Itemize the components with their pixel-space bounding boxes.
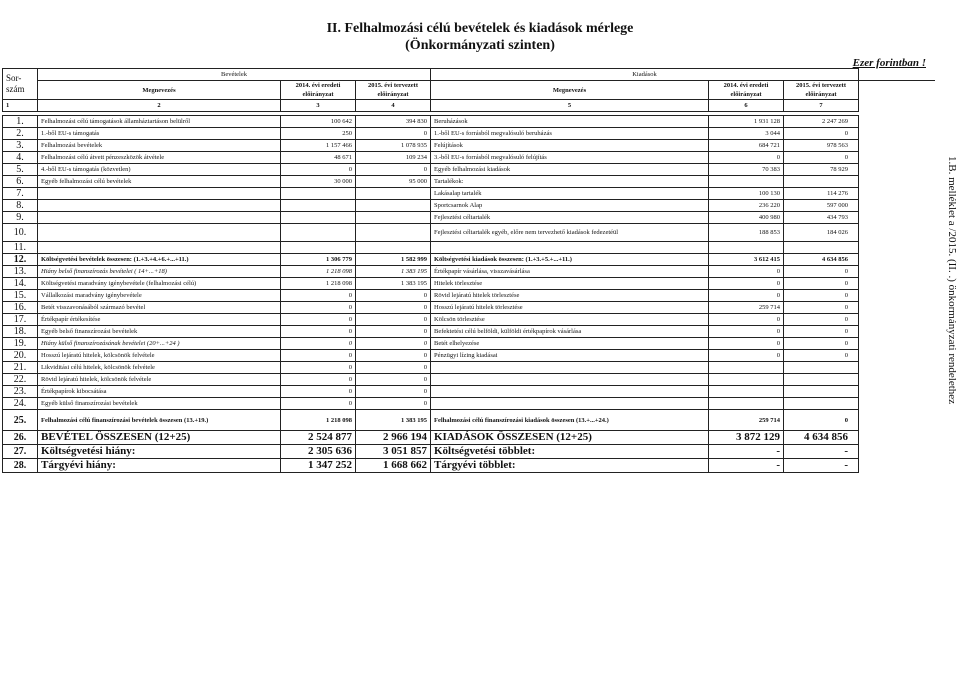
revenue-2014: [281, 188, 356, 200]
expense-2014: 70 383: [709, 164, 784, 176]
table-row: [3, 188, 935, 200]
revenue-name: Felhalmozási bevételek: [38, 140, 281, 152]
expense-2015: 0: [784, 326, 859, 338]
revenue-2015: 0: [356, 314, 431, 326]
col-num-3: 3: [281, 100, 356, 112]
revenue-2015: 2 966 194: [356, 431, 431, 445]
expense-2014: 3 612 415: [709, 254, 784, 266]
page-title: [270, 20, 690, 54]
expense-2015: 0: [784, 410, 859, 431]
revenue-2014: [281, 212, 356, 224]
revenue-2015: [356, 224, 431, 242]
revenue-name: Költségvetési hiány:: [38, 445, 281, 459]
revenue-2015: 109 234: [356, 152, 431, 164]
header-megnevezes-right: Megnevezés: [431, 81, 709, 100]
revenue-2015: 1 383 195: [356, 410, 431, 431]
row-number: 16.: [3, 302, 38, 314]
revenue-2014: 1 306 779: [281, 254, 356, 266]
row-number: 17.: [3, 314, 38, 326]
revenue-2014: 1 218 098: [281, 410, 356, 431]
revenue-2015: 1 383 195: [356, 278, 431, 290]
expense-2015: 184 026: [784, 224, 859, 242]
table-row: [3, 224, 935, 242]
row-number: 11.: [3, 242, 38, 254]
revenue-2015: 1 582 999: [356, 254, 431, 266]
revenue-name: Likviditási célú hitelek, kölcsönök felvétele: [38, 362, 281, 374]
expense-2014: 188 853: [709, 224, 784, 242]
expense-name: Kölcsön törlesztése: [431, 314, 709, 326]
header-2014-left: 2014. évi eredeti előirányzat: [281, 81, 356, 100]
header-2015-left: 2015. évi tervezett előirányzat: [356, 81, 431, 100]
header-2014-right: 2014. évi eredeti előirányzat: [709, 81, 784, 100]
title-line-1: II. Felhalmozási célú bevételek és kiadások mérlege: [326, 21, 634, 36]
col-num-1: 1: [3, 100, 38, 112]
revenue-2014: 0: [281, 290, 356, 302]
revenue-name: Hiány belső finanszírozás bevételei ( 14+...+18): [38, 266, 281, 278]
revenue-name: Betét visszavonásából származó bevétel: [38, 302, 281, 314]
revenue-2015: 394 830: [356, 116, 431, 128]
expense-name: 1.-ből EU-s forrásból megvalósuló beruházás: [431, 128, 709, 140]
expense-2015: -: [784, 445, 859, 459]
revenue-2014: 0: [281, 374, 356, 386]
revenue-name: [38, 212, 281, 224]
table-row: [3, 140, 935, 152]
revenue-2015: 0: [356, 290, 431, 302]
revenue-2014: [281, 224, 356, 242]
unit-label: Ezer forintban !: [852, 57, 926, 69]
expense-2015: 0: [784, 266, 859, 278]
expense-2014: [709, 176, 784, 188]
expense-name: Tartalékok:: [431, 176, 709, 188]
expense-2015: [784, 242, 859, 254]
revenue-2015: 0: [356, 386, 431, 398]
revenue-2015: 1 668 662: [356, 459, 431, 473]
table-row: [3, 386, 935, 398]
expense-name: [431, 386, 709, 398]
revenue-2014: 0: [281, 386, 356, 398]
revenue-name: Hosszú lejáratú hitelek, kölcsönök felvétele: [38, 350, 281, 362]
revenue-name: Egyéb felhalmozási célú bevételek: [38, 176, 281, 188]
expense-2015: [784, 398, 859, 410]
revenue-name: [38, 200, 281, 212]
expense-2014: 0: [709, 350, 784, 362]
expense-2015: 0: [784, 278, 859, 290]
table-row: [3, 362, 935, 374]
expense-2015: 0: [784, 128, 859, 140]
row-number: 24.: [3, 398, 38, 410]
revenue-2014: 0: [281, 326, 356, 338]
revenue-2014: 1 157 466: [281, 140, 356, 152]
col-num-2: 2: [38, 100, 281, 112]
revenue-name: Költségvetési bevételek összesen: (1.+3.+4.+6.+...+11.): [38, 254, 281, 266]
revenue-2015: 0: [356, 128, 431, 140]
expense-name: KIADÁSOK ÖSSZESEN (12+25): [431, 431, 709, 445]
row-number: 3.: [3, 140, 38, 152]
expense-name: 3.-ből EU-s forrásból megvalósuló felújítás: [431, 152, 709, 164]
expense-2014: 0: [709, 152, 784, 164]
expense-2014: 0: [709, 314, 784, 326]
row-number: 20.: [3, 350, 38, 362]
row-number: 7.: [3, 188, 38, 200]
revenue-2014: 250: [281, 128, 356, 140]
revenue-2014: 0: [281, 314, 356, 326]
revenue-2015: [356, 242, 431, 254]
table-row: [3, 290, 935, 302]
table-row: [3, 350, 935, 362]
expense-name: [431, 242, 709, 254]
expense-2015: 597 000: [784, 200, 859, 212]
revenue-name: Hiány külső finanszírozásának bevételei (20+...+24 ): [38, 338, 281, 350]
revenue-name: Értékpapírok kibocsátása: [38, 386, 281, 398]
table-row: [3, 445, 935, 459]
revenue-2014: 100 642: [281, 116, 356, 128]
revenue-2015: 0: [356, 302, 431, 314]
table-row: [3, 254, 935, 266]
row-number: 28.: [3, 459, 38, 473]
expense-2014: 259 714: [709, 302, 784, 314]
revenue-2014: 1 218 098: [281, 278, 356, 290]
expense-2015: 434 793: [784, 212, 859, 224]
revenue-2014: 2 524 877: [281, 431, 356, 445]
row-number: 4.: [3, 152, 38, 164]
revenue-name: Költségvetési maradvány igénybevétele (felhalmozási célú): [38, 278, 281, 290]
expense-2015: [784, 374, 859, 386]
header-bevetelek: Bevételek: [38, 69, 431, 81]
expense-2014: [709, 242, 784, 254]
expense-2015: 0: [784, 152, 859, 164]
revenue-2015: [356, 188, 431, 200]
revenue-2015: 0: [356, 164, 431, 176]
expense-2014: 684 721: [709, 140, 784, 152]
col-num-7: 7: [784, 100, 859, 112]
table-row: [3, 128, 935, 140]
row-number: 14.: [3, 278, 38, 290]
row-number: 26.: [3, 431, 38, 445]
revenue-2014: 0: [281, 338, 356, 350]
table-row: [3, 278, 935, 290]
table-row: [3, 459, 935, 473]
expense-name: Hosszú lejáratú hitelek törlesztése: [431, 302, 709, 314]
expense-name: Beruházások: [431, 116, 709, 128]
table-body: [3, 116, 935, 473]
expense-name: Felhalmozási célú finanszírozási kiadások összesen (13.+...+24.): [431, 410, 709, 431]
expense-2014: 400 980: [709, 212, 784, 224]
table-row: [3, 314, 935, 326]
revenue-2014: 0: [281, 398, 356, 410]
expense-2014: 0: [709, 278, 784, 290]
expense-2015: 4 634 856: [784, 254, 859, 266]
table-row: [3, 266, 935, 278]
revenue-2015: 0: [356, 398, 431, 410]
row-number: 9.: [3, 212, 38, 224]
expense-name: Betét elhelyezése: [431, 338, 709, 350]
row-number: 10.: [3, 224, 38, 242]
revenue-2015: 1 078 935: [356, 140, 431, 152]
revenue-2015: 0: [356, 326, 431, 338]
revenue-2014: 48 671: [281, 152, 356, 164]
revenue-2014: 1 218 098: [281, 266, 356, 278]
revenue-name: [38, 188, 281, 200]
row-number: 22.: [3, 374, 38, 386]
expense-name: Költségvetési többlet:: [431, 445, 709, 459]
expense-2014: [709, 362, 784, 374]
expense-2014: 0: [709, 326, 784, 338]
revenue-name: Felhalmozási célú átvett pénzeszközök átvétele: [38, 152, 281, 164]
revenue-2014: 30 000: [281, 176, 356, 188]
expense-2014: -: [709, 459, 784, 473]
expense-2014: 236 220: [709, 200, 784, 212]
expense-2014: 1 931 128: [709, 116, 784, 128]
revenue-2014: [281, 242, 356, 254]
expense-2015: 114 276: [784, 188, 859, 200]
expense-2014: [709, 374, 784, 386]
header-top-row: [3, 69, 935, 81]
expense-name: Fejlesztési céltartalék: [431, 212, 709, 224]
expense-2014: 0: [709, 338, 784, 350]
revenue-name: Értékpapír értékesítése: [38, 314, 281, 326]
expense-name: Hitelek törlesztése: [431, 278, 709, 290]
side-note-text: 1.B. melléklet a /2015. (II. .) önkormányzati rendelethez: [946, 156, 958, 405]
revenue-2014: 0: [281, 164, 356, 176]
revenue-name: Tárgyévi hiány:: [38, 459, 281, 473]
row-number: 27.: [3, 445, 38, 459]
expense-name: Egyéb felhalmozási kiadások: [431, 164, 709, 176]
revenue-name: 4.-ből EU-s támogatás (közvetlen): [38, 164, 281, 176]
expense-name: Felújítások: [431, 140, 709, 152]
expense-2015: 0: [784, 338, 859, 350]
revenue-2014: [281, 200, 356, 212]
row-number: 23.: [3, 386, 38, 398]
row-number: 1.: [3, 116, 38, 128]
col-num-5: 5: [431, 100, 709, 112]
header-main-row: [3, 81, 935, 100]
table-row: [3, 398, 935, 410]
expense-name: Költségvetési kiadások összesen: (1.+3.+5.+...+11.): [431, 254, 709, 266]
expense-name: Lakásalap tartalék: [431, 188, 709, 200]
row-number: 21.: [3, 362, 38, 374]
side-note: [942, 156, 960, 456]
revenue-2014: 2 305 636: [281, 445, 356, 459]
revenue-name: 1.-ből EU-s támogatás: [38, 128, 281, 140]
expense-2015: -: [784, 459, 859, 473]
expense-name: Fejlesztési céltartalék egyéb, előre nem tervezhető kiadások fedezetéül: [431, 224, 709, 242]
expense-2015: 0: [784, 290, 859, 302]
header-sorszam: Sor- szám: [3, 69, 38, 100]
expense-2015: 78 929: [784, 164, 859, 176]
table-row: [3, 338, 935, 350]
revenue-2015: [356, 200, 431, 212]
table-row: [3, 152, 935, 164]
header-kiadasok: Kiadások: [431, 69, 859, 81]
revenue-name: Felhalmozási célú támogatások államháztartáson belülről: [38, 116, 281, 128]
expense-2014: 259 714: [709, 410, 784, 431]
header-2015-right: 2015. évi tervezett előirányzat: [784, 81, 859, 100]
expense-2015: 0: [784, 314, 859, 326]
revenue-2015: 0: [356, 362, 431, 374]
expense-name: Tárgyévi többlet:: [431, 459, 709, 473]
revenue-2014: 1 347 252: [281, 459, 356, 473]
row-number: 19.: [3, 338, 38, 350]
table-row: [3, 176, 935, 188]
title-line-2: (Önkormányzati szinten): [405, 38, 555, 53]
expense-name: [431, 362, 709, 374]
expense-name: Rövid lejáratú hitelek törlesztése: [431, 290, 709, 302]
revenue-2014: 0: [281, 302, 356, 314]
expense-2015: [784, 176, 859, 188]
revenue-2015: 0: [356, 350, 431, 362]
expense-2015: 0: [784, 350, 859, 362]
row-number: 13.: [3, 266, 38, 278]
expense-2014: 0: [709, 266, 784, 278]
table-row: [3, 431, 935, 445]
table-row: [3, 410, 935, 431]
table-row: [3, 242, 935, 254]
header-megnevezes-left: Megnevezés: [38, 81, 281, 100]
expense-name: Pénzügyi lízing kiadásai: [431, 350, 709, 362]
expense-2015: [784, 386, 859, 398]
expense-2014: [709, 398, 784, 410]
header-number-row: [3, 100, 935, 112]
row-number: 15.: [3, 290, 38, 302]
table-row: [3, 212, 935, 224]
revenue-2015: 95 000: [356, 176, 431, 188]
revenue-2015: 0: [356, 338, 431, 350]
expense-name: Értékpapír vásárlása, visszavásárlása: [431, 266, 709, 278]
expense-2015: 2 247 269: [784, 116, 859, 128]
revenue-name: [38, 224, 281, 242]
revenue-name: Vállalkozási maradvány igénybevétele: [38, 290, 281, 302]
row-number: 8.: [3, 200, 38, 212]
expense-name: [431, 398, 709, 410]
revenue-2014: 0: [281, 350, 356, 362]
expense-name: Sportcsarnok Alap: [431, 200, 709, 212]
revenue-2015: 0: [356, 374, 431, 386]
expense-2015: 4 634 856: [784, 431, 859, 445]
revenue-name: Felhalmozási célú finanszírozási bevételek összesen (13.+19.): [38, 410, 281, 431]
expense-name: Befektetési célú belföldi, külföldi értékpapírok vásárlása: [431, 326, 709, 338]
expense-2014: 3 872 129: [709, 431, 784, 445]
revenue-2015: 3 051 857: [356, 445, 431, 459]
expense-2014: [709, 386, 784, 398]
revenue-name: [38, 242, 281, 254]
expense-name: [431, 374, 709, 386]
row-number: 5.: [3, 164, 38, 176]
expense-2014: 0: [709, 290, 784, 302]
revenue-name: Egyéb külső finanszírozási bevételek: [38, 398, 281, 410]
col-num-6: 6: [709, 100, 784, 112]
col-num-4: 4: [356, 100, 431, 112]
row-number: 25.: [3, 410, 38, 431]
table-row: [3, 164, 935, 176]
table-row: [3, 200, 935, 212]
revenue-2014: 0: [281, 362, 356, 374]
row-number: 12.: [3, 254, 38, 266]
revenue-name: Egyéb belső finanszírozási bevételek: [38, 326, 281, 338]
expense-2014: 3 044: [709, 128, 784, 140]
expense-2014: 100 130: [709, 188, 784, 200]
table-row: [3, 302, 935, 314]
table-row: [3, 326, 935, 338]
balance-table: [2, 68, 935, 473]
expense-2015: 978 563: [784, 140, 859, 152]
row-number: 6.: [3, 176, 38, 188]
expense-2015: [784, 362, 859, 374]
row-number: 18.: [3, 326, 38, 338]
revenue-2015: 1 383 195: [356, 266, 431, 278]
revenue-name: BEVÉTEL ÖSSZESEN (12+25): [38, 431, 281, 445]
table-row: [3, 116, 935, 128]
table-row: [3, 374, 935, 386]
revenue-2015: [356, 212, 431, 224]
expense-2015: 0: [784, 302, 859, 314]
revenue-name: Rövid lejáratú hitelek, kölcsönök felvétele: [38, 374, 281, 386]
expense-2014: -: [709, 445, 784, 459]
row-number: 2.: [3, 128, 38, 140]
